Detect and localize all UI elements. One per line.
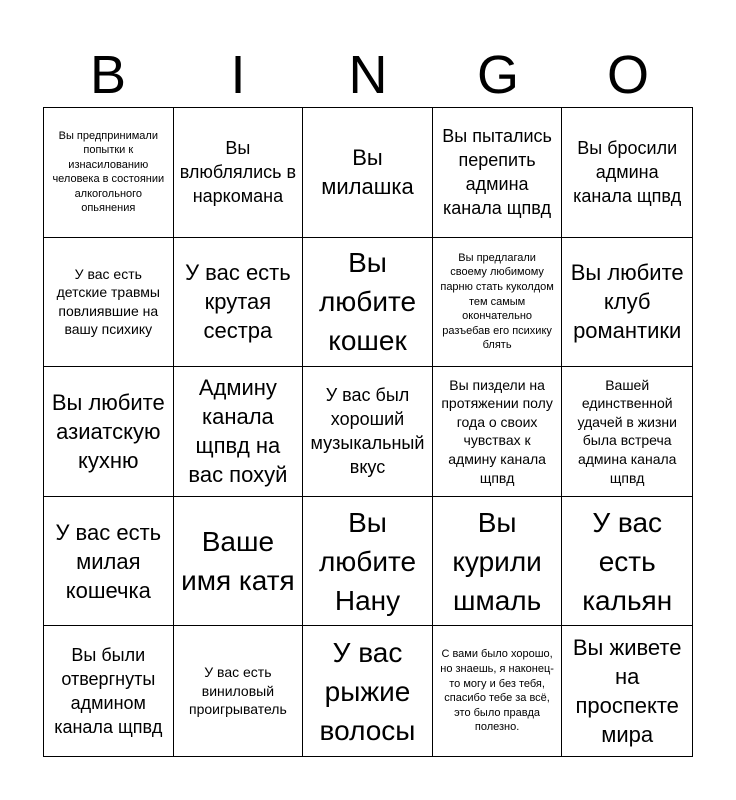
bingo-cell[interactable]: Вы милашка [303,108,433,238]
bingo-cell[interactable]: У вас есть милая кошечка [44,497,174,627]
bingo-cell[interactable]: Вы предлагали своему любимому парню стать куколдом тем самым окончательно разъебав его психику блять [433,238,563,368]
header-letter-o: O [606,45,649,105]
bingo-header [43,44,693,106]
bingo-cell[interactable]: У вас есть крутая сестра [174,238,304,368]
bingo-cell[interactable]: Вы предпринимали попытки к изнасилованию человека в состоянии алкогольного опьянения [44,108,174,238]
bingo-cell[interactable]: Вы влюблялись в наркомана [174,108,304,238]
bingo-cell[interactable]: У вас был хороший музыкальный вкус [303,367,433,497]
bingo-cell[interactable]: Админу канала щпвд на вас похуй [174,367,304,497]
header-letter-b: B [89,45,127,105]
bingo-cell[interactable]: Вы курили шмаль [433,497,563,627]
bingo-cell[interactable]: Вы любите Нану [303,497,433,627]
bingo-cell[interactable]: Вы были отвергнуты админом канала щпвд [44,626,174,756]
bingo-cell[interactable]: Ваше имя катя [174,497,304,627]
bingo-cell[interactable]: Вы любите азиатскую кухню [44,367,174,497]
bingo-cell[interactable]: С вами было хорошо, но знаешь, я наконец-то могу и без тебя, спасибо тебе за всё, это было правда полезно. [433,626,563,756]
bingo-cell[interactable]: У вас есть кальян [562,497,692,627]
bingo-grid [43,107,693,757]
bingo-cell[interactable]: Вы любите кошек [303,238,433,368]
bingo-cell[interactable]: Вы любите клуб романтики [562,238,692,368]
bingo-cell[interactable]: Вы пытались перепить админа канала щпвд [433,108,563,238]
bingo-cell[interactable]: Вы живете на проспекте мира [572,635,682,748]
bingo-cell[interactable]: У вас рыжие волосы [303,626,433,756]
bingo-cell[interactable]: Вы пиздели на протяжении полу года о своих чувствах к админу канала щпвд [433,367,563,497]
header-letter-n: N [348,45,388,105]
bingo-cell[interactable]: Вы бросили админа канала щпвд [562,108,692,238]
bingo-cell[interactable]: У вас есть детские травмы повлиявшие на вашу психику [44,238,174,368]
header-letter-g: G [476,45,519,105]
bingo-cell[interactable]: Вашей единственной удачей в жизни была встреча админа канала щпвд [562,367,692,497]
header-letter-i: I [230,45,246,105]
bingo-cell[interactable]: У вас есть виниловый проигрыватель [174,626,304,756]
